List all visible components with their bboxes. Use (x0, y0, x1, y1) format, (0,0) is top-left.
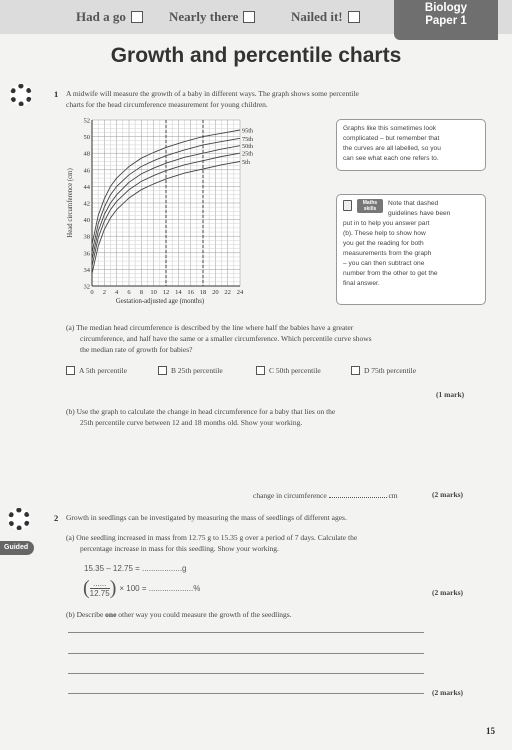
text-line: Note that dashed (388, 200, 439, 207)
option-c[interactable] (256, 366, 321, 375)
y-tick-label: 36 (83, 250, 90, 258)
question-intro (66, 88, 486, 110)
y-tick-label: 34 (83, 266, 90, 274)
x-tick-label: 0 (90, 289, 94, 296)
text-line: – you can then subtract one (343, 260, 425, 267)
x-tick-label: 24 (236, 289, 244, 296)
x-tick-label: 20 (212, 289, 219, 296)
x-tick-label: 10 (150, 289, 157, 296)
option-checkbox[interactable] (66, 366, 75, 375)
text-line: number from the other to get the (343, 270, 438, 277)
x-tick-label: 16 (187, 289, 194, 296)
text-line: circumference, and half have the same or a smaller circumference. Which percentile curve shows (80, 334, 372, 343)
y-tick-label: 46 (83, 167, 90, 175)
guided-badge: Guided (0, 541, 34, 555)
checkbox[interactable] (243, 11, 255, 23)
progress-had-a-go[interactable] (76, 9, 143, 25)
series-label: 50th (242, 143, 254, 151)
x-tick-label: 18 (199, 289, 207, 296)
maths-skills-note (336, 194, 486, 305)
question-2b (66, 609, 486, 620)
y-tick-label: 50 (83, 134, 90, 142)
x-tick-label: 2 (102, 289, 106, 296)
text-line: you get the reading for both (343, 240, 424, 247)
question-1a (66, 322, 486, 355)
y-tick-label: 38 (83, 233, 90, 241)
answer-blank[interactable] (329, 497, 387, 498)
question-1b (66, 406, 486, 428)
text-line: A midwife will measure the growth of a baby in different ways. The graph shows some percentile (66, 89, 359, 98)
checkbox[interactable] (348, 11, 360, 23)
text-line: (a) The median head circumference is described by the line where half the babies have a greater (66, 323, 354, 332)
x-tick-label: 6 (127, 289, 131, 296)
option-a[interactable] (66, 366, 127, 375)
y-axis-label: Head circumference (cm) (67, 168, 74, 238)
percentile-chart (60, 112, 265, 312)
page-number: 15 (486, 726, 495, 736)
y-tick-label: 42 (83, 200, 90, 208)
text-line: (a) One seedling increased in mass from 12.75 g to 15.35 g over a period of 7 days. Calculate the (66, 533, 358, 542)
answer-line[interactable] (68, 693, 424, 694)
text-line: measurements from the graph (343, 250, 432, 257)
answer-line[interactable] (68, 653, 424, 654)
page-title: Growth and percentile charts (110, 44, 402, 67)
text-part: other way you could measure the growth of the seedlings. (116, 610, 292, 619)
x-tick-label: 12 (162, 289, 170, 296)
fraction-numerator: ...... (93, 578, 107, 588)
question-number: 1 (54, 89, 59, 99)
bracket-open: ( (83, 577, 90, 599)
paper-label: Paper 1 (425, 15, 467, 27)
y-tick-label: 48 (83, 150, 90, 158)
checkbox[interactable] (131, 11, 143, 23)
subject-label: Biology (424, 2, 468, 14)
option-d[interactable] (351, 366, 416, 375)
option-label: A 5th percentile (79, 366, 127, 375)
progress-nearly-there[interactable] (169, 9, 255, 25)
text-part: (b) Describe (66, 610, 106, 619)
option-checkbox[interactable] (158, 366, 167, 375)
question-number: 2 (54, 513, 59, 523)
text-line: 25th percentile curve between 12 and 18 months old. Show your working. (80, 418, 303, 427)
series-label: 25th (242, 150, 254, 158)
series-label: 5th (242, 159, 250, 166)
text-emphasis: one (105, 610, 117, 619)
answer-label: change in circumference (253, 491, 327, 500)
text-line: guidelines have been (388, 210, 451, 217)
calculator-icon (343, 200, 352, 211)
text-line: put in to help you answer part (343, 220, 430, 227)
y-tick-label: 40 (83, 217, 90, 225)
working-line-2[interactable] (83, 578, 200, 598)
marks-label: (2 marks) (432, 688, 464, 697)
text-line: (b) Use the graph to calculate the change in head circumference for a baby that lies on the (66, 407, 336, 416)
y-tick-label: 52 (83, 117, 90, 125)
x-tick-label: 8 (139, 289, 143, 296)
text-line: can see what each one refers to. (343, 155, 439, 162)
working-line-1[interactable]: 15.35 – 12.75 = ..................g (84, 564, 187, 573)
marks-label: (2 marks) (432, 490, 464, 499)
text-line: complicated – but remember that (343, 135, 440, 142)
option-label: B 25th percentile (171, 366, 223, 375)
difficulty-dial-icon (10, 84, 32, 106)
difficulty-dial-icon (8, 508, 30, 530)
progress-label: Nearly there (169, 9, 239, 24)
fraction (90, 579, 110, 598)
text-line: the median rate of growth for babies? (80, 345, 193, 354)
answer-line-1b[interactable] (253, 490, 398, 501)
fraction-denominator: 12.75 (89, 588, 110, 598)
question-2a (66, 532, 486, 554)
x-tick-label: 22 (224, 289, 231, 296)
text-line: (b). These help to show how (343, 230, 426, 237)
subject-tab (394, 0, 498, 40)
unit-label: cm (388, 491, 398, 500)
tip-note (336, 119, 486, 171)
option-label: D 75th percentile (364, 366, 417, 375)
text-line: final answer. (343, 280, 380, 287)
answer-line[interactable] (68, 673, 424, 674)
working-rest: × 100 = ....................% (119, 583, 201, 593)
text-line: charts for the head circumference measurement for young children. (66, 100, 268, 109)
option-b[interactable] (158, 366, 223, 375)
answer-line[interactable] (68, 632, 424, 633)
option-checkbox[interactable] (256, 366, 265, 375)
text-line: percentage increase in mass for this seedling. Show your working. (80, 544, 279, 553)
y-tick-label: 32 (83, 283, 90, 291)
series-label: 75th (242, 135, 254, 143)
series-label: 95th (242, 127, 254, 135)
marks-label: (2 marks) (432, 588, 464, 597)
option-checkbox[interactable] (351, 366, 360, 375)
progress-nailed-it[interactable] (291, 9, 360, 25)
text-line: Graphs like this sometimes look (343, 125, 437, 132)
x-tick-label: 14 (175, 289, 182, 296)
question-intro: Growth in seedlings can be investigated by measuring the mass of seedlings of different ages. (66, 513, 347, 522)
marks-label: (1 mark) (436, 390, 465, 399)
y-tick-label: 44 (83, 183, 90, 191)
text-line: the curves are all labelled, so you (343, 145, 441, 152)
maths-skills-badge: Maths skills (357, 199, 383, 213)
progress-label: Had a go (76, 9, 126, 24)
bracket-close: ) (109, 577, 117, 599)
option-label: C 50th percentile (269, 366, 321, 375)
progress-label: Nailed it! (291, 9, 343, 24)
x-tick-label: 4 (115, 289, 119, 296)
x-axis-label: Gestation-adjusted age (months) (115, 298, 205, 305)
